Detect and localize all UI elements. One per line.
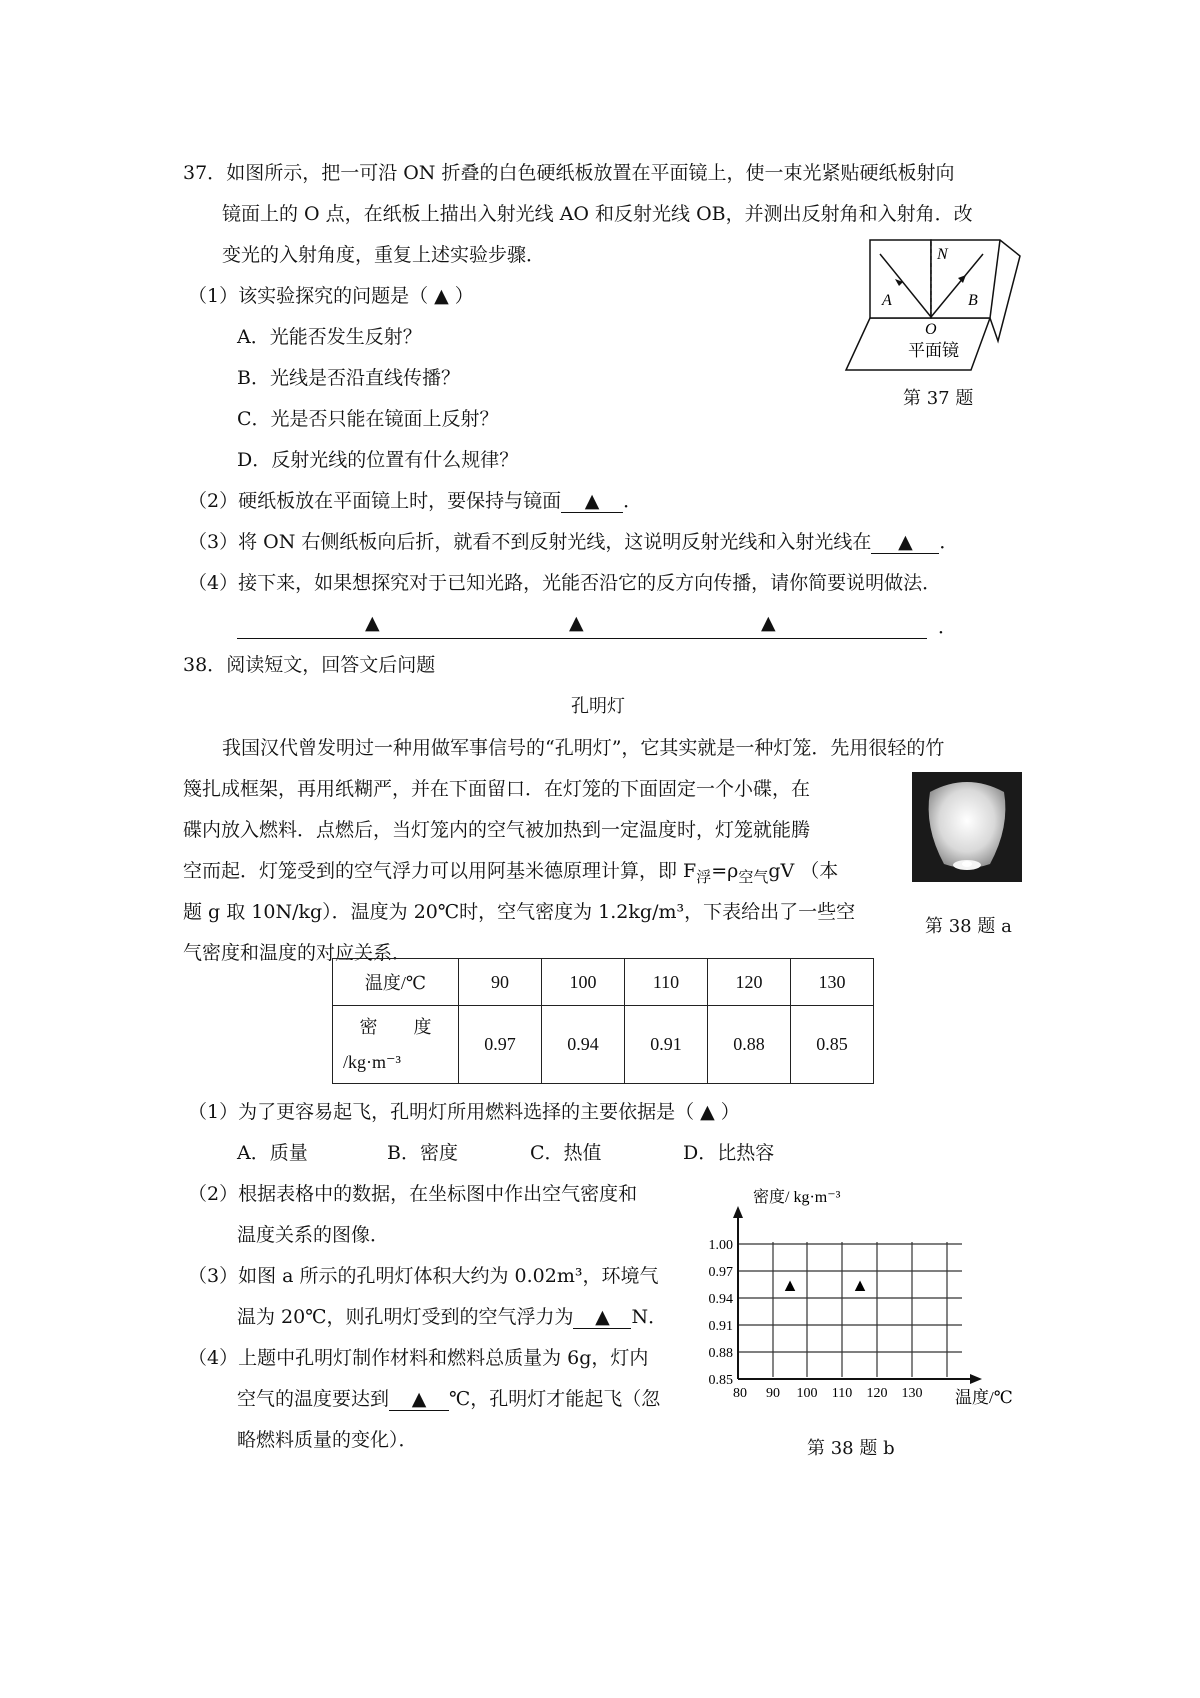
q38-sub4-line1: （4）上题中孔明灯制作材料和燃料总质量为 6g，灯内 [188,1347,649,1369]
q38-option-a: A．质量 [237,1142,308,1164]
y-tick-label: 0.94 [708,1292,733,1307]
q37-sub3-blank[interactable]: ▲ [871,532,939,554]
table-temp-cell: 130 [791,959,874,1006]
figure-37-caption: 第 37 题 [903,388,974,409]
q38-sub3-line2: 温为 20℃，则孔明灯受到的空气浮力为 ▲ N． [237,1306,668,1328]
q37-sub4-answer-line[interactable] [237,614,927,639]
q38-para-line3: 碟内放入燃料．点燃后，当灯笼内的空气被加热到一定温度时，灯笼就能腾 [183,819,811,841]
table-temp-cell: 90 [459,959,542,1006]
density-table [332,958,874,1084]
q38-para-line5: 题 g 取 10N/kg）．温度为 20℃时，空气密度为 1.2kg/m³，下表给出了一些空 [183,901,856,923]
x-tick-labels [733,1386,923,1401]
y-tick-labels [709,1238,734,1388]
x-tick-label: 90 [766,1386,780,1401]
q37-intro-line3: 变光的入射角度，重复上述实验步骤． [222,244,546,266]
q38-sub3-line1: （3）如图 a 所示的孔明灯体积大约为 0.02m³，环境气 [188,1265,659,1287]
label-O: O [925,321,937,338]
table-density-cell: 0.94 [542,1006,625,1084]
q37-sub4: （4）接下来，如果想探究对于已知光路，光能否沿它的反方向传播，请你简要说明做法． [188,572,942,594]
x-axis-arrow-icon [970,1374,982,1384]
q38-sub1: （1）为了更容易起飞，孔明灯所用燃料选择的主要依据是（ ▲ ） [188,1101,740,1123]
q37-option-d: D．反射光线的位置有什么规律？ [237,449,519,471]
y-tick-label: 0.97 [708,1265,733,1280]
q37-option-c: C．光是否只能在镜面上反射？ [237,408,499,430]
q38-sub4-line3: 略燃料质量的变化）． [237,1429,418,1451]
q37-line1 [183,158,954,185]
mirror-label: 平面镜 [908,341,959,361]
q38-para-line1: 我国汉代曾发明过一种用做军事信号的“孔明灯”，它其实就是一种灯笼．先用很轻的竹 [222,737,945,759]
q38-option-d: D．比热容 [683,1142,775,1164]
q37-intro-line2: 镜面上的 O 点，在纸板上描出入射光线 AO 和反射光线 OB，并测出反射角和入射角．改 [222,203,973,225]
x-tick-label: 110 [831,1386,853,1401]
q38-sub2-line2: 温度关系的图像． [237,1224,390,1246]
y-tick-label: 0.85 [708,1373,733,1388]
table-row-label: 密 度 /kg·m⁻³ [333,1006,459,1084]
graph-answer-mark-1: ▲ [781,1275,799,1295]
label-N: N [937,246,948,263]
q37-sub1: （1）该实验探究的问题是（ ▲ ） [188,285,474,307]
q38-line1 [183,650,435,677]
graph-grid [738,1242,962,1377]
y-tick-label: 0.91 [708,1319,733,1334]
label-B: B [968,292,978,309]
table-density-cell: 0.97 [459,1006,542,1084]
q37-sub4-mark-2: ▲ [569,612,584,634]
table-density-cell: 0.85 [791,1006,874,1084]
q38-para-line4: 空而起．灯笼受到的空气浮力可以用阿基米德原理计算，即 $F_浮=\rho_{空气}gV$ （本 [183,860,839,886]
y-axis-arrow-icon [733,1206,743,1218]
x-axis-label: 温度/℃ [955,1388,1013,1407]
q37-sub4-mark-1: ▲ [365,612,380,634]
table-temp-cell: 120 [708,959,791,1006]
q37-sub2: （2）硬纸板放在平面镜上时，要保持与镜面 ▲ ． [188,490,643,512]
y-tick-label: 0.88 [708,1346,733,1361]
q38-sub4-blank[interactable]: ▲ [389,1389,449,1411]
q38-sub2-line1: （2）根据表格中的数据，在坐标图中作出空气密度和 [188,1183,638,1205]
q38-option-c: C．热值 [530,1142,602,1164]
table-temp-cell: 110 [625,959,708,1006]
q38-sub4-line2: 空气的温度要达到 ▲ ℃，孔明灯才能起飞（忽 [237,1388,661,1410]
q37-sub4-mark-3: ▲ [761,612,776,634]
q37-number: 37． [183,162,227,184]
table-row [333,1006,874,1084]
y-axis-label: 密度/ kg·m⁻³ [753,1189,841,1206]
q37-option-a: A．光能否发生反射？ [237,326,422,348]
label-A: A [882,292,892,309]
q37-option-b: B．光线是否沿直线传播？ [237,367,460,389]
figure-38b-caption: 第 38 题 b [807,1438,895,1459]
q38-sub3-blank[interactable]: ▲ [573,1307,631,1329]
q38-number: 38． [183,654,227,676]
x-tick-label: 130 [901,1386,923,1401]
q38-para-line6: 气密度和温度的对应关系． [183,942,412,964]
table-row [333,959,874,1006]
q38-para-line2: 篾扎成框架，再用纸糊严，并在下面留口．在灯笼的下面固定一个小碟，在 [183,778,811,800]
x-tick-label: 80 [733,1386,747,1401]
q38-option-b: B．密度 [387,1142,458,1164]
figure-37 [838,232,1038,377]
x-tick-label: 120 [866,1386,888,1401]
q37-sub3: （3）将 ON 右侧纸板向后折，就看不到反射光线，这说明反射光线和入射光线在 ▲ ． [188,531,959,553]
q38-prompt: 阅读短文，回答文后问题 [226,654,436,676]
figure-38a-caption: 第 38 题 a [925,916,1012,937]
table-density-cell: 0.91 [625,1006,708,1084]
y-tick-label: 1.00 [708,1238,733,1253]
x-tick-label: 100 [796,1386,818,1401]
q38-article-title: 孔明灯 [571,696,625,717]
density-temperature-graph [700,1182,1030,1412]
sky-lantern-photo [912,772,1022,882]
table-density-cell: 0.88 [708,1006,791,1084]
q37-sub2-blank[interactable]: ▲ [561,491,623,513]
q37-sub4-end: ． [938,616,958,638]
q37-intro-line1: 如图所示，把一可沿 ON 折叠的白色硬纸板放置在平面镜上，使一束光紧贴硬纸板射向 [226,162,955,184]
graph-answer-mark-2: ▲ [851,1275,869,1295]
table-header-label: 温度/℃ [333,959,459,1006]
table-temp-cell: 100 [542,959,625,1006]
